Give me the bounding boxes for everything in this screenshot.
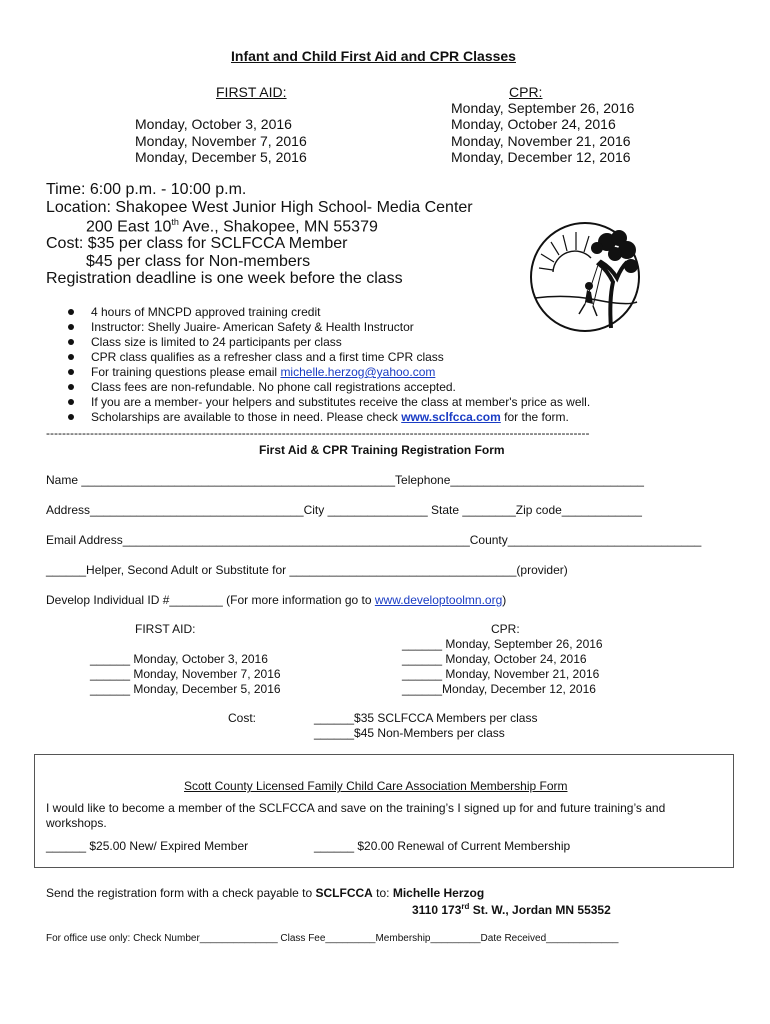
cpr-option[interactable]: ______ Monday, October 24, 2016	[402, 652, 587, 666]
membership-body-text: workshops.	[46, 816, 107, 830]
first-aid-date: Monday, December 5, 2016	[135, 149, 307, 165]
send-text: Send the registration form with a check payable to	[46, 886, 316, 900]
membership-body-text: I would like to become a member of the SCLFCCA and save on the training’s I signed up for and future training’s and	[46, 801, 666, 815]
recipient-name: Michelle Herzog	[392, 886, 485, 900]
list-item: If you are a member- your helpers and substitutes receive the class at member's price as well.	[68, 395, 590, 410]
first-aid-option[interactable]: ______ Monday, October 3, 2016	[90, 652, 268, 666]
class-address	[86, 217, 378, 236]
first-aid-date: Monday, November 7, 2016	[135, 133, 307, 149]
list-item-text: Scholarships are available to those in need. Please check	[91, 410, 402, 424]
cost-nonmember-option[interactable]: ______$45 Non-Members per class	[314, 726, 505, 740]
office-use-line: For office use only: Check Number______________ Class Fee_________Membership_________Date Received_____________	[46, 933, 619, 944]
form-first-aid-heading: FIRST AID:	[135, 622, 196, 636]
address-street: 3110 173	[412, 903, 462, 917]
list-item: 4 hours of MNCPD approved training credit	[68, 305, 590, 320]
list-item: CPR class qualifies as a refresher class and a first time CPR class	[68, 350, 590, 365]
class-info-list	[68, 305, 590, 425]
address-street-suffix: rd	[461, 902, 470, 911]
payee-name: SCLFCCA	[315, 886, 373, 900]
develop-id-close: )	[502, 593, 507, 607]
cpr-option[interactable]: ______ Monday, November 21, 2016	[402, 667, 600, 681]
cpr-date: Monday, September 26, 2016	[451, 100, 635, 116]
membership-renew-option[interactable]: ______ $20.00 Renewal of Current Membership	[314, 839, 571, 853]
website-link[interactable]: www.sclfcca.com	[401, 410, 501, 424]
cpr-option[interactable]: ______ Monday, September 26, 2016	[402, 637, 603, 651]
list-item	[68, 365, 590, 380]
first-aid-option[interactable]: ______ Monday, November 7, 2016	[90, 667, 281, 681]
page-title: Infant and Child First Aid and CPR Classes	[231, 48, 516, 64]
list-item-text-rest: for the form.	[500, 410, 569, 424]
divider: ----------------------------------------------------------------------------------------------------------------------------------------	[46, 426, 590, 440]
first-aid-heading: FIRST AID:	[216, 84, 287, 100]
class-location: Location: Shakopee West Junior High School- Media Center	[46, 199, 473, 216]
email-link[interactable]: michelle.herzog@yahoo.com	[280, 365, 436, 379]
list-item: Instructor: Shelly Juaire- American Safety & Health Instructor	[68, 320, 590, 335]
list-item: Class fees are non-refundable. No phone call registrations accepted.	[68, 380, 590, 395]
list-item	[68, 410, 590, 425]
cpr-date: Monday, December 12, 2016	[451, 149, 631, 165]
address-line[interactable]: Address________________________________City _______________ State ________Zip code____________	[46, 503, 642, 517]
cost-member: Cost: $35 per class for SCLFCCA Member	[46, 235, 348, 252]
develop-id-line	[46, 593, 506, 607]
first-aid-date: Monday, October 3, 2016	[135, 116, 292, 132]
form-cpr-heading: CPR:	[491, 622, 520, 636]
cost-member-option[interactable]: ______$35 SCLFCCA Members per class	[314, 711, 538, 725]
registration-deadline: Registration deadline is one week before the class	[46, 270, 403, 287]
address-text: 200 East 10	[86, 218, 172, 236]
recipient-address	[412, 902, 611, 917]
address-text-rest: Ave., Shakopee, MN 55379	[178, 218, 378, 236]
cost-nonmember: $45 per class for Non-members	[86, 253, 311, 270]
send-instructions	[46, 886, 484, 900]
registration-form-title: First Aid & CPR Training Registration Form	[259, 443, 505, 457]
email-county-line[interactable]: Email Address____________________________________________________County_____________________________	[46, 533, 702, 547]
send-text-mid: to:	[372, 886, 393, 900]
name-telephone-line[interactable]: Name _______________________________________________Telephone_____________________________	[46, 473, 644, 487]
develop-link[interactable]: www.developtoolmn.org	[374, 593, 503, 607]
cpr-date: Monday, October 24, 2016	[451, 116, 616, 132]
develop-id-text[interactable]: Develop Individual ID #________ (For more information go to	[46, 593, 375, 607]
list-item: Class size is limited to 24 participants per class	[68, 335, 590, 350]
cpr-option[interactable]: ______Monday, December 12, 2016	[402, 682, 596, 696]
list-item-text: For training questions please email	[91, 365, 281, 379]
helper-line[interactable]: ______Helper, Second Adult or Substitute for __________________________________(provider)	[46, 563, 568, 577]
first-aid-option[interactable]: ______ Monday, December 5, 2016	[90, 682, 281, 696]
class-time: Time: 6:00 p.m. - 10:00 p.m.	[46, 181, 247, 198]
address-suffix: th	[171, 217, 179, 227]
cpr-date: Monday, November 21, 2016	[451, 133, 631, 149]
membership-form-title: Scott County Licensed Family Child Care Association Membership Form	[184, 779, 568, 793]
membership-new-option[interactable]: ______ $25.00 New/ Expired Member	[46, 839, 249, 853]
cost-label: Cost:	[228, 711, 257, 725]
cpr-heading: CPR:	[509, 84, 543, 100]
address-city: St. W., Jordan MN 55352	[469, 903, 611, 917]
